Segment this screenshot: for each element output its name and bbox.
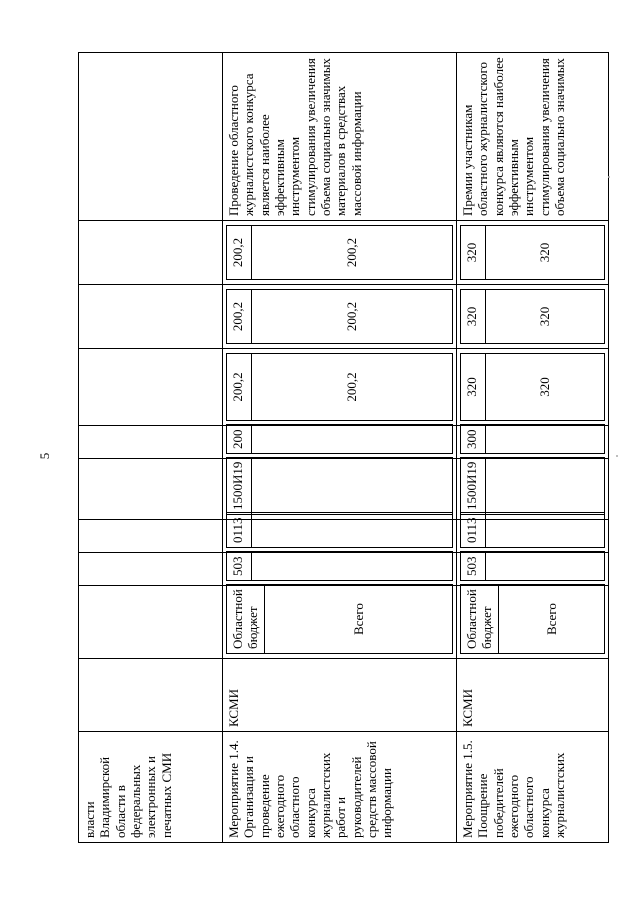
- year1-total: 200,2: [252, 354, 453, 421]
- table-row-measure-1-5: [457, 53, 609, 843]
- table-row-measure-1-4: [223, 53, 457, 843]
- year3-total: 200,2: [252, 226, 453, 280]
- csr-value: 1500И19: [227, 457, 252, 514]
- rotated-table-container: [78, 53, 608, 843]
- csr-cell: [79, 459, 223, 520]
- measure-cell: власти Владимирской области в федеральных электронных и печатных СМИ: [79, 732, 223, 843]
- year1-value: 200,2: [227, 354, 252, 421]
- executor-cell: КСМИ: [457, 659, 609, 732]
- csr-cell: [223, 459, 457, 520]
- year1-value: 320: [461, 354, 486, 421]
- executor-cell: [79, 659, 223, 732]
- executor-cell: КСМИ: [223, 659, 457, 732]
- result-cell: [79, 53, 223, 221]
- year3-cell: [79, 221, 223, 285]
- year3-value: 200,2: [227, 226, 252, 280]
- page-number: 5: [37, 452, 52, 460]
- rzpr-value: 0113: [227, 513, 252, 548]
- year3-cell: [457, 221, 609, 285]
- source-cell: [79, 586, 223, 659]
- total-label: Всего: [264, 585, 452, 654]
- grbs-value: 503: [227, 552, 252, 581]
- year1-cell: [79, 349, 223, 426]
- table-row-continuation: [79, 53, 223, 843]
- grbs-value: 503: [461, 552, 486, 581]
- rzpr-value: 0113: [461, 513, 486, 548]
- year2-cell: [79, 285, 223, 349]
- source-cell: [457, 586, 609, 659]
- rzpr-cell: [223, 517, 457, 553]
- program-table: [78, 52, 609, 843]
- source-cell: [223, 586, 457, 659]
- source-label: Областной бюджет: [227, 585, 265, 654]
- source-label: Областной бюджет: [461, 585, 499, 654]
- rzpr-cell: [79, 520, 223, 553]
- vr-value: 200: [227, 425, 252, 454]
- year2-value: 200,2: [227, 290, 252, 344]
- year1-total: 320: [486, 354, 605, 421]
- csr-cell: [457, 459, 609, 520]
- year2-cell: [223, 285, 457, 349]
- year3-cell: [223, 221, 457, 285]
- measure-cell: Мероприятие 1.5. Поощрение победителей ежегодного областного конкурса журналистских: [457, 732, 609, 843]
- year3-total: 320: [486, 226, 605, 280]
- year2-value: 320: [461, 290, 486, 344]
- measure-cell: Мероприятие 1.4. Организация и проведение ежегодного областного конкурса журналистских работ и руководителей средств массовой информации: [223, 732, 457, 843]
- grbs-cell: [457, 553, 609, 586]
- year1-cell: [223, 349, 457, 426]
- vr-cell: [223, 426, 457, 459]
- vr-value: 300: [461, 425, 486, 454]
- year1-cell: [457, 349, 609, 426]
- result-cell: Премии участникам областного журналистского конкурса являются наиболее эффективным инструментом стимулирования увеличения объема социально значимых: [457, 53, 609, 221]
- vr-cell: [79, 426, 223, 459]
- csr-value: 1500И19: [461, 457, 486, 514]
- grbs-cell: [79, 553, 223, 586]
- grbs-cell: [223, 553, 457, 586]
- rzpr-cell: [457, 517, 609, 553]
- year2-total: 200,2: [252, 290, 453, 344]
- result-cell: Проведение областного журналистского конкурса является наиболее эффективным инструментом стимулирования увеличения объема социально значимых материалов в средствах массовой информации: [223, 53, 457, 221]
- total-label: Всего: [498, 585, 604, 654]
- scan-speck: [608, 176, 610, 178]
- year3-value: 320: [461, 226, 486, 280]
- scan-speck: [616, 455, 618, 457]
- year2-cell: [457, 285, 609, 349]
- year2-total: 320: [486, 290, 605, 344]
- vr-cell: [457, 426, 609, 459]
